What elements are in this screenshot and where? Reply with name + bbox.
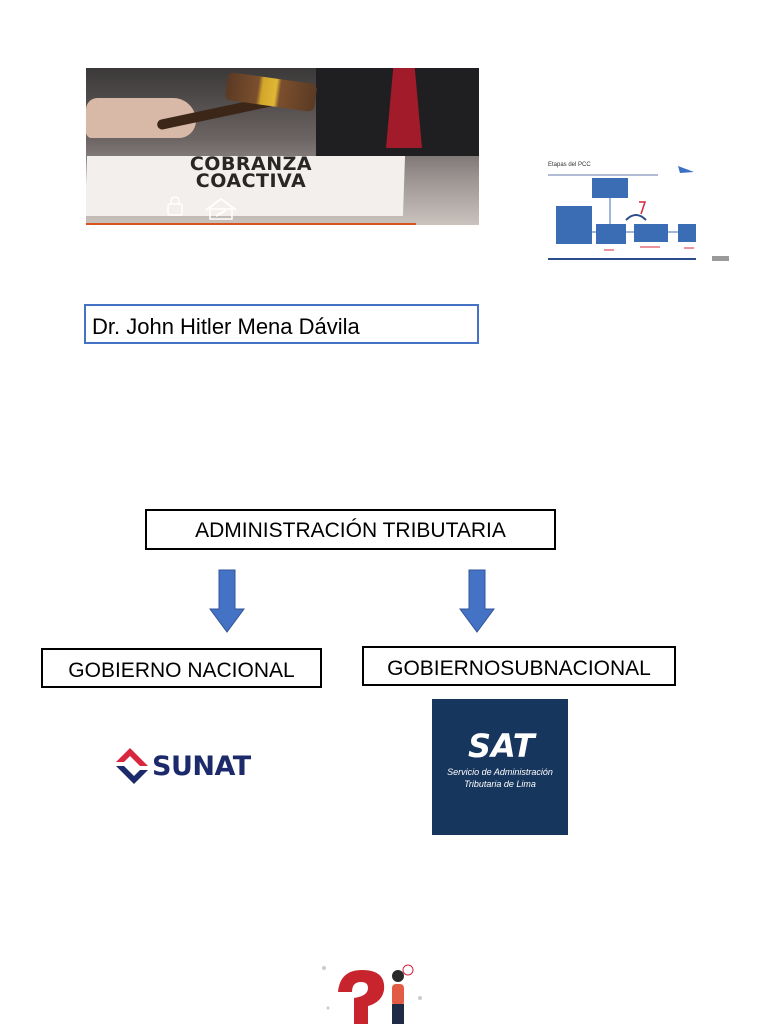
administracion-tributaria-box (145, 509, 556, 550)
cobranza-coactiva-image (86, 68, 479, 225)
thumbnail-footer-bar (548, 258, 696, 260)
hero-title-line-1: COBRANZA (189, 153, 313, 175)
author-name: Dr. John Hitler Mena Dávila (92, 314, 360, 339)
gobierno-subnacional-label: GOBIERNOSUBNACIONAL (387, 657, 651, 680)
arrow-down-right-icon (459, 569, 495, 633)
hero-title-line-2: COACTIVA (195, 170, 307, 192)
gobierno-nacional-box (41, 648, 322, 688)
sunat-emblem-icon (112, 746, 152, 786)
author-box (84, 304, 479, 344)
gobierno-nacional-label: GOBIERNO NACIONAL (68, 659, 295, 682)
arrow-down-left-icon (209, 569, 245, 633)
lock-house-icon (166, 196, 266, 220)
hero-title (146, 153, 356, 192)
question-mark-person-illustration (316, 958, 428, 1024)
flowchart-diagram (548, 162, 696, 260)
sat-wordmark: SAT (468, 727, 535, 765)
orange-band (86, 223, 416, 225)
sat-logo (432, 699, 568, 835)
etapas-pcc-thumbnail (548, 162, 696, 260)
thumbnail-title: Etapas del PCC (548, 162, 591, 168)
sunat-logo (112, 744, 268, 788)
administracion-tributaria-label: ADMINISTRACIÓN TRIBUTARIA (195, 519, 506, 542)
gobierno-subnacional-box (362, 646, 676, 686)
sat-subtitle-line-1: Servicio de Administración (447, 767, 553, 777)
sat-subtitle-line-2: Tributaria de Lima (464, 779, 536, 789)
sunat-wordmark: SUNAT (152, 751, 251, 782)
gray-mark (712, 256, 729, 261)
